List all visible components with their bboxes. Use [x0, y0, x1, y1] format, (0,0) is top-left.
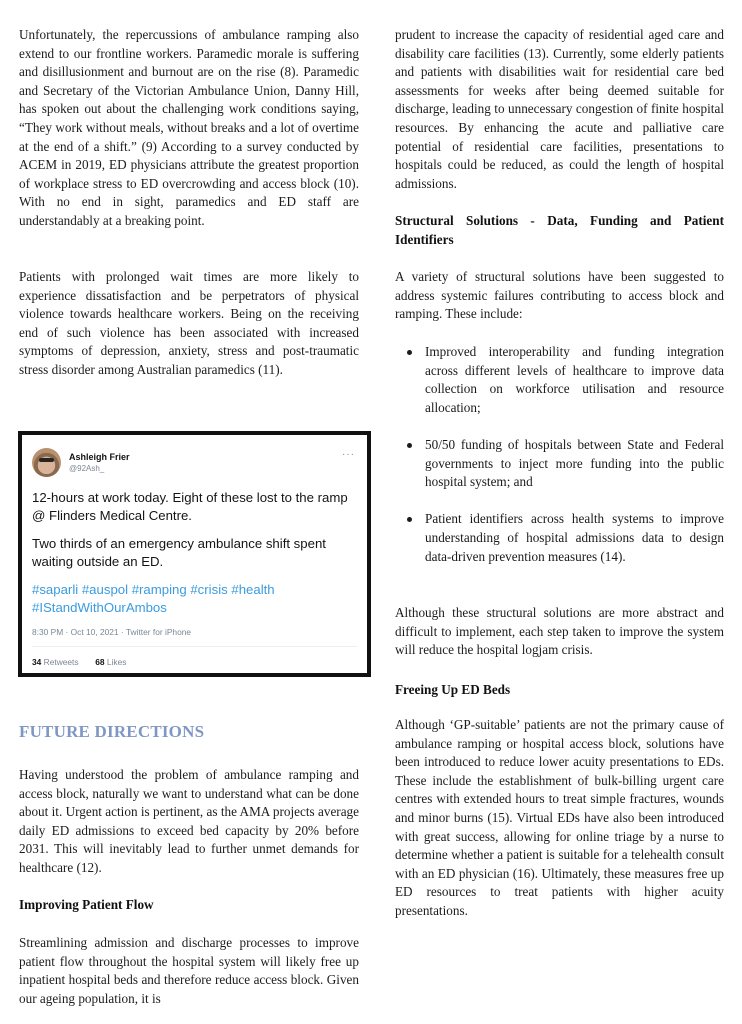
tweet-card [22, 435, 367, 673]
paragraph-structural-summary: Although these structural solutions are more abstract and difficult to implement, each step taken to improve the system will reduce the hospital logjam crisis. [395, 605, 724, 658]
tweet-text-line-1: 12-hours at work today. Eight of these lost to the ramp @ Flinders Medical Centre. [32, 490, 348, 523]
tweet-author-handle: @92Ash_ [69, 463, 105, 473]
paragraph-patient-flow: Streamlining admission and discharge processes to improve patient flow throughout the hospital system will likely free up inpatient hospital beds and therefore reduce access block. Given our ageing population, it is [19, 935, 359, 1006]
paragraph-paramedic-morale: Unfortunately, the repercussions of ambulance ramping also extend to our frontline workers. Paramedic morale is suffering and disillusionment and burnout are on the rise (8). Paramedic and Secretary of the Victorian Ambulance Union, Danny Hill, has spoken out about the challenging work conditions saying, “They work without meals, without breaks and a lot of overtime at the end of a shift.” (9) According to a survey conducted by ACEM in 2019, ED physicians attribute the greatest proportion of workplace stress to ED overcrowding and access block (10). With no end in sight, paramedics and ED staff are understandably at a breaking point. [19, 27, 359, 228]
section-heading-future-directions: FUTURE DIRECTIONS [19, 722, 205, 741]
bullet-icon [407, 350, 412, 355]
likes-count: 68 [95, 657, 105, 667]
likes-label: Likes [106, 657, 127, 667]
list-item: Patient identifiers across health systems to improve understanding of hospital admissions data to design data-driven prevention measures (14). [407, 510, 724, 566]
tweet-body [32, 489, 357, 617]
tweet-screenshot [18, 431, 371, 677]
subheading-improving-patient-flow: Improving Patient Flow [19, 897, 154, 912]
paragraph-residential-care: prudent to increase the capacity of residential aged care and disability care facilities (13). Currently, some elderly patients and patients with disabilities wait for residential care bed assessments for weeks after being deemed suitable for discharge, leading to unnecessary congestion of finite hospital resources. By enhancing the acute and palliative care potential of residential care facilities, presentations to hospitals could be reduced, as could the length of hospital admissions. [395, 27, 724, 191]
paragraph-future-directions: Having understood the problem of ambulance ramping and access block, naturally we want to understand what can be done about it. Urgent action is pertinent, as the AMA projects average daily ED admissions to exceed bed capacity by 20% before 2031. This will inevitably lead to further unmet demands for healthcare (12). [19, 767, 359, 875]
tweet-author-name: Ashleigh Frier [69, 451, 130, 462]
tweet-timestamp: 8:30 PM · Oct 10, 2021 · Twitter for iPhone [32, 627, 357, 647]
subheading-freeing-up-ed-beds: Freeing Up ED Beds [395, 682, 511, 697]
subheading-structural-solutions: Structural Solutions - Data, Funding and Patient Identifiers [395, 213, 724, 247]
structural-solutions-list [395, 343, 724, 585]
retweets-label: Retweets [43, 657, 79, 667]
paragraph-structural-intro: A variety of structural solutions have been suggested to address systemic failures contributing to access block and ramping. These include: [395, 269, 724, 322]
bullet-icon [407, 517, 412, 522]
tweet-header [32, 445, 357, 479]
tweet-hashtags: #saparli #auspol #ramping #crisis #health #IStandWithOurAmbos [32, 582, 275, 615]
tweet-stats [32, 647, 357, 667]
more-options-icon: ··· [342, 449, 355, 460]
retweets-count: 34 [32, 657, 42, 667]
avatar [32, 448, 61, 477]
list-item: 50/50 funding of hospitals between State and Federal governments to inject more funding into the public hospital system; and [407, 436, 724, 492]
paragraph-patient-violence: Patients with prolonged wait times are more likely to experience dissatisfaction and be perpetrators of physical violence towards healthcare workers. Being on the receiving end of such violence has been associated with increased symptoms of depression, anxiety, stress and post-traumatic stress disorder among Australian paramedics (11). [19, 269, 359, 377]
paragraph-freeing-ed-beds: Although ‘GP-suitable’ patients are not the primary cause of ambulance ramping or hospital access block, solutions have been introduced to reduce lower acuity presentations to EDs. These include the establishment of bulk-billing urgent care centres with extended hours to treat simple fractures, wounds and minor burns (15). Virtual EDs have also been introduced with great success, allowing for online triage by a nurse to determine whether a patient is suitable for a telehealth consult with an ED physician (16). Ultimately, these measures free up ED resources to treat patients with higher acuity presentations. [395, 717, 724, 918]
bullet-icon [407, 443, 412, 448]
tweet-text-line-2: Two thirds of an emergency ambulance shift spent waiting outside an ED. [32, 536, 326, 569]
list-item: Improved interoperability and funding integration across different levels of healthcare to improve data collection on workforce utilisation and resource allocation; [407, 343, 724, 417]
